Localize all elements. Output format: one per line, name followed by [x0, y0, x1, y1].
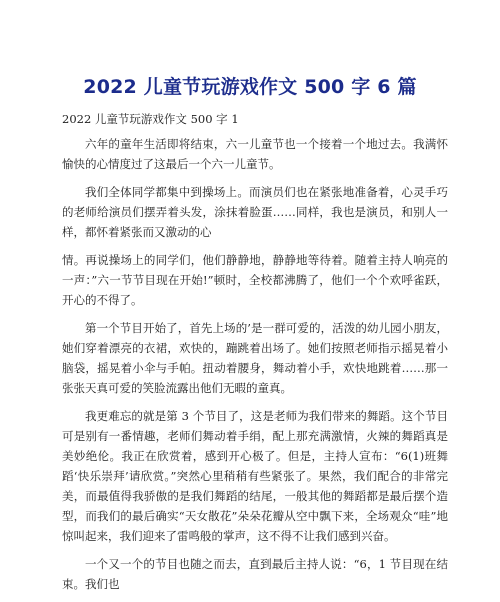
paragraph-2: 我们全体同学都集中到操场上。而演员们也在紧张地准备着，心灵手巧的老师给演员们摆弄着头发，涂抹着脸蛋……同样，我也是演员，和别人一样，都怀着紧张而又激动的心	[62, 185, 448, 239]
paragraph-1: 六年的童年生活即将结束，六一儿童节也一个接着一个地过去。我满怀愉快的心情度过了这最后一个六一儿童节。	[62, 137, 448, 171]
paragraph-4: 第一个节目开始了，首先上场的’是一群可爱的，活泼的幼儿园小朋友，她们穿着漂亮的衣裙，欢快的，蹦跳着出场了。她们按照老师指示摇晃着小脑袋，摇晃着小伞与手帕。扭动着腰身，舞动着小手，欢快地跳着……那一张张天真可爱的笑脸流露出他们无暇的童真。	[62, 321, 448, 395]
document-body	[62, 134, 448, 602]
document-subtitle: 2022 儿童节玩游戏作文 500 字 1	[62, 112, 239, 126]
paragraph-3: 情。再说操场上的同学们，他们静静地，静静地等待着。随着主持人响亮的一声：”六一节节目现在开始!”顿时，全校都沸腾了，他们一个个欢呼雀跃，开心的不得了。	[62, 253, 448, 307]
paragraph-6: 一个又一个的节目也随之而去，直到最后主持人说：“6，1 节目现在结束。我们也	[62, 557, 448, 591]
paragraph-5: 我更难忘的就是第 3 个节目了，这是老师为我们带来的舞蹈。这个节目可是别有一番情趣，老师们舞动着手绢，配上那充满激情，火辣的舞蹈真是美妙绝伦。我正在欣赏着，感到开心极了。但是，主持人宣布：“6(1)班舞蹈‘快乐崇拜’请欣赏。”突然心里稍稍有些紧张了。果然，我们配合的非常完美，而最值得我骄傲的是我们舞蹈的结尾，一般其他的舞蹈都是最后摆个造型，而我们的最后确实“天女散花”朵朵花瓣从空中飘下来，全场观众“哇”地惊叫起来，我们迎来了雷鸣般的掌声，这不得不让我们感到兴奋。	[62, 409, 448, 543]
document-title: 2022 儿童节玩游戏作文 500 字 6 篇	[83, 76, 417, 98]
